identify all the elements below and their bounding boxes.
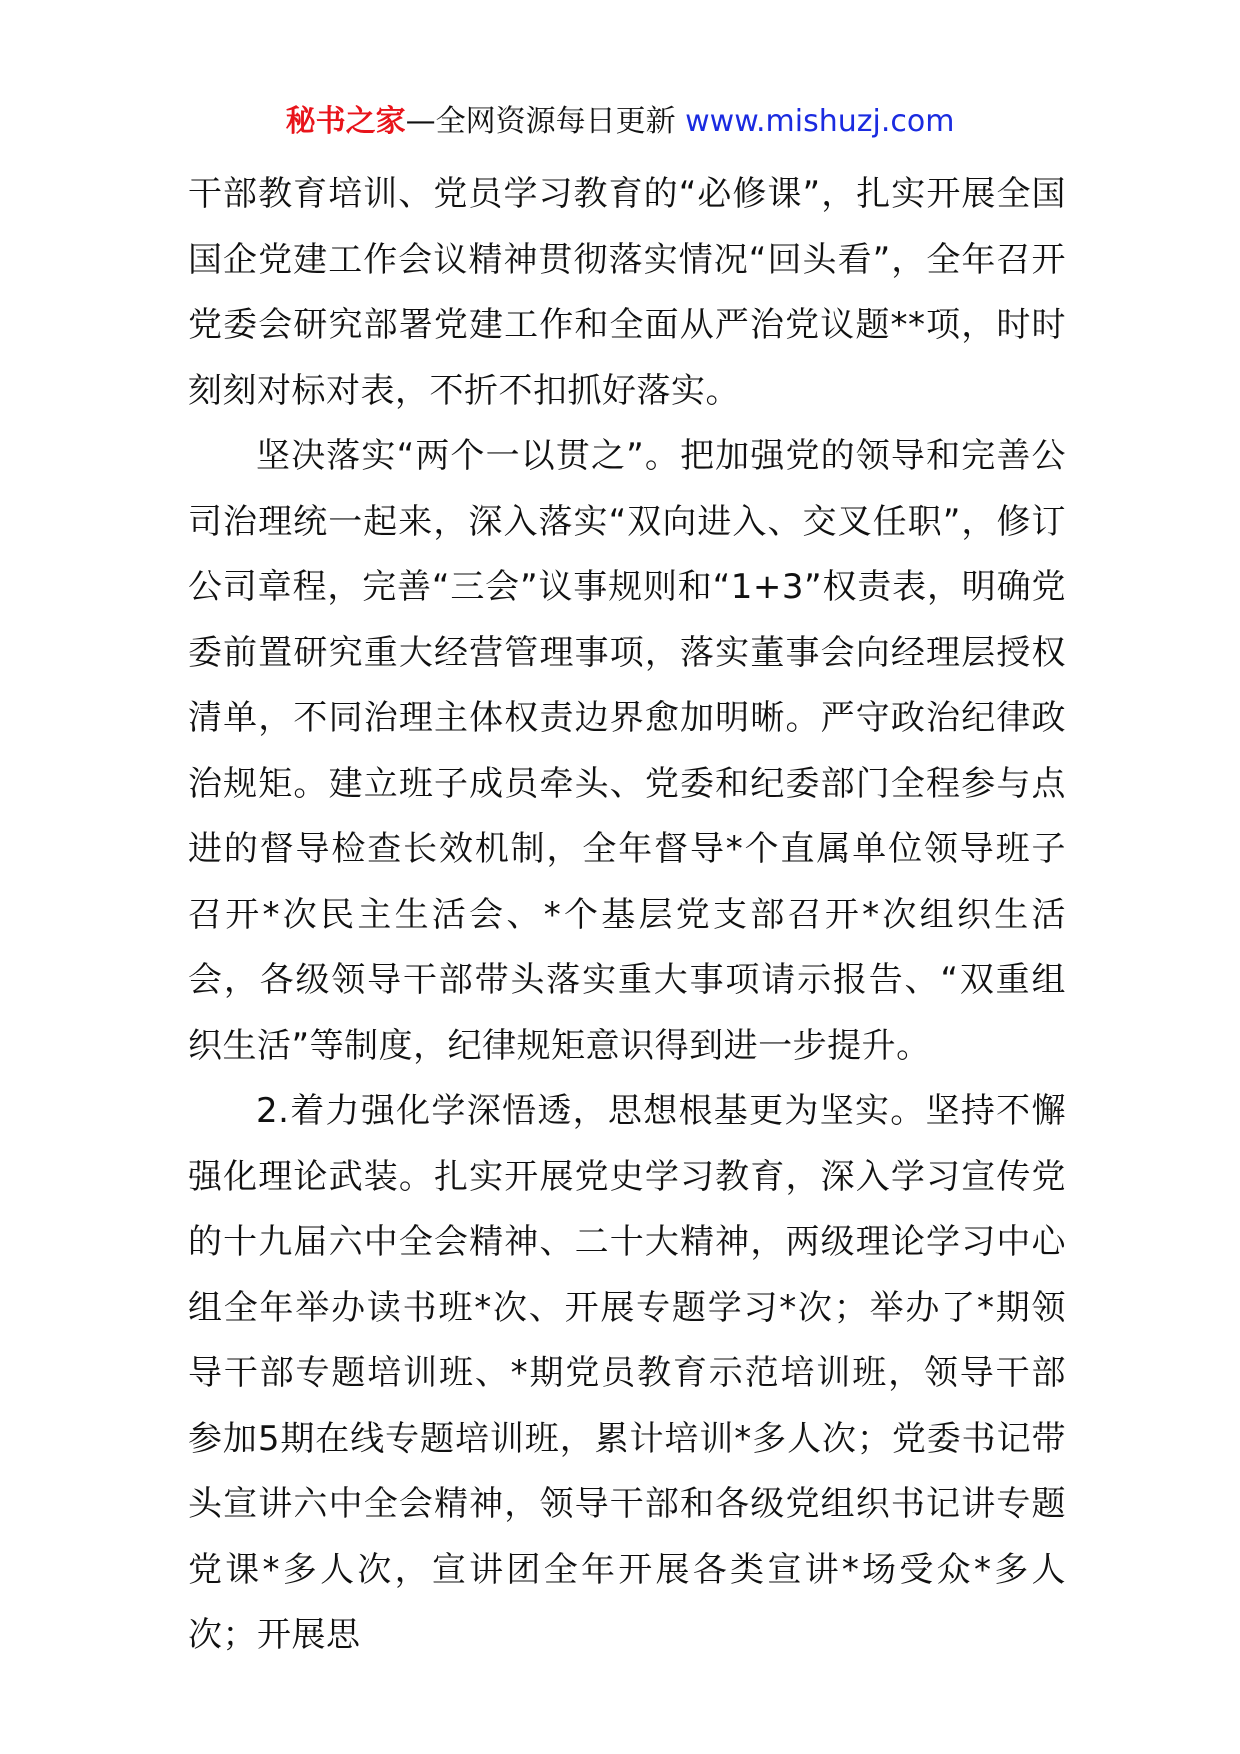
paragraph-theory-study: 2.着力强化学深悟透，思想根基更为坚实。坚持不懈强化理论武装。扎实开展党史学习教育，深入学习宣传党的十九届六中全会精神、二十大精神，两级理论学习中心组全年举办读书班*次、开展专题学习*次；举办了*期领导干部专题培训班、*期党员教育示范培训班，领导干部参加5期在线专题培训班，累计培训*多人次；党委书记带头宣讲六中全会精神，领导干部和各级党组织书记讲专题党课*多人次，宣讲团全年开展各类宣讲*场受众*多人次；开展思 <box>188 1091 1066 1655</box>
document-body <box>188 162 1066 1669</box>
site-tagline: —全网资源每日更新 <box>405 104 686 139</box>
site-brand: 秘书之家 <box>285 104 406 139</box>
paragraph-two-consistencies: 坚决落实“两个一以贯之”。把加强党的领导和完善公司治理统一起来，深入落实“双向进入、交叉任职”，修订公司章程，完善“三会”议事规则和“1+3”权责表，明确党委前置研究重大经营管理事项，落实董事会向经理层授权清单，不同治理主体权责边界愈加明晰。严守政治纪律政治规矩。建立班子成员牵头、党委和纪委部门全程参与点进的督导检查长效机制，全年督导*个直属单位领导班子召开*次民主生活会、*个基层党支部召开*次组织生活会，各级领导干部带头落实重大事项请示报告、“双重组织生活”等制度，纪律规矩意识得到进一步提升。 <box>188 436 1066 1066</box>
paragraph-continued: 干部教育培训、党员学习教育的“必修课”，扎实开展全国国企党建工作会议精神贯彻落实情况“回头看”，全年召开党委会研究部署党建工作和全面从严治党议题**项，时时刻刻对标对表，不折不扣抓好落实。 <box>188 174 1066 411</box>
site-header <box>0 100 1240 144</box>
site-url-link[interactable]: www.mishuzj.com <box>685 104 955 139</box>
